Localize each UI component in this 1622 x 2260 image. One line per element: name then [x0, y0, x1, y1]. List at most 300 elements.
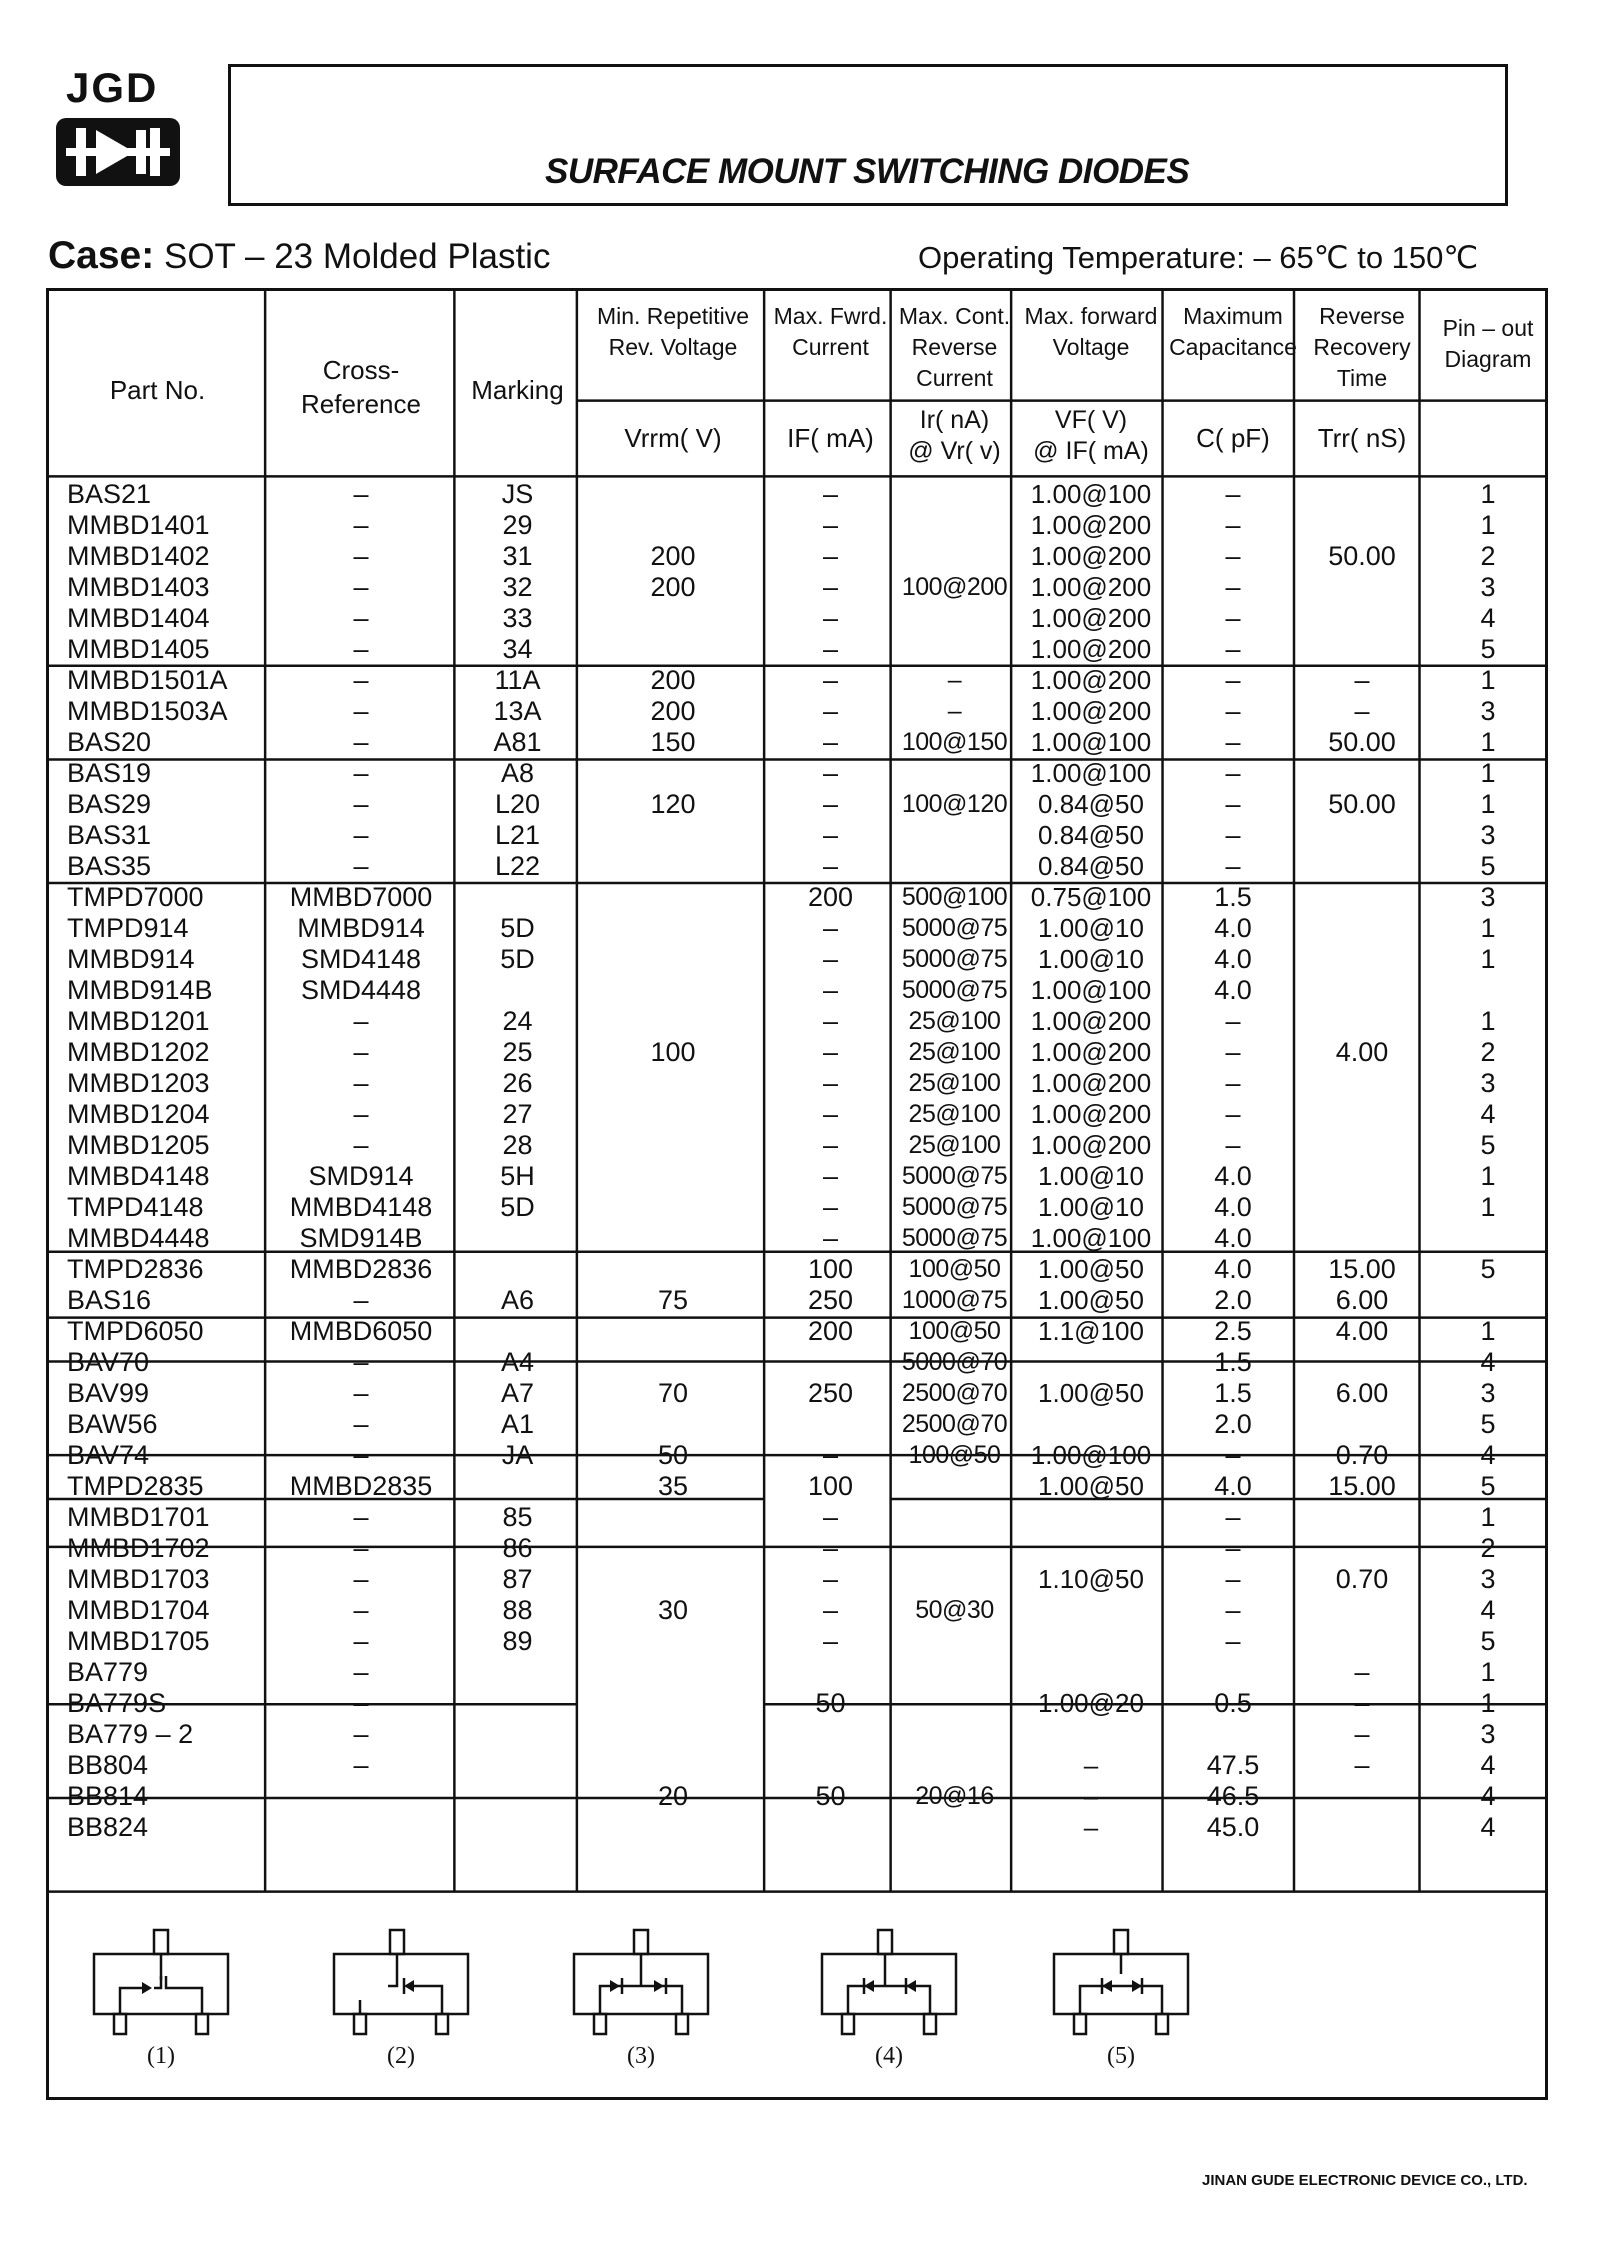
if-cell [767, 1719, 894, 1750]
marking-cell: A1 [500, 1409, 535, 1439]
if-cell: – [822, 696, 839, 726]
ir-cell: 5000@75 [901, 1162, 1008, 1190]
trr-cell: – [1354, 1688, 1370, 1718]
marking-cell: 85 [502, 1502, 533, 1532]
company-logo-icon [52, 114, 184, 190]
pinout-cell: 2 [1480, 541, 1496, 571]
header-max-fwd-v-line-1: Max. forward [1024, 303, 1158, 329]
vf-cell: 1.10@50 [1038, 1564, 1144, 1594]
marking-cell: A81 [493, 727, 542, 757]
pinout-cell [1425, 975, 1551, 1006]
part-no-cell: BAS35 [67, 851, 152, 881]
ir-cell [894, 1533, 1015, 1564]
capacitance-cell [1167, 1657, 1299, 1688]
vrrm-cell [579, 913, 767, 944]
vf-cell: 1.00@100 [1030, 727, 1152, 757]
vrrm-cell [579, 1564, 767, 1595]
cross-reference-cell: MMBD7000 [289, 882, 433, 912]
vrrm-cell [579, 1006, 767, 1037]
marking-cell: 5H [500, 1161, 535, 1191]
marking-cell: 34 [502, 634, 533, 664]
ir-cell: 50@30 [915, 1596, 994, 1624]
trr-cell [1299, 1533, 1425, 1564]
header-max-cap-line-1: Maximum [1183, 303, 1283, 329]
cross-reference-cell: MMBD4148 [289, 1192, 433, 1222]
ir-cell: – [947, 697, 962, 725]
cross-reference-cell: – [353, 1626, 369, 1656]
marking-cell: L21 [494, 820, 541, 850]
pinout-cell: 1 [1480, 510, 1496, 540]
cross-reference-cell: MMBD6050 [289, 1316, 433, 1346]
ir-cell: 25@100 [908, 1131, 1001, 1159]
header-max-fwrd-current [767, 301, 894, 363]
pinout-cell: 3 [1480, 882, 1496, 912]
vrrm-cell [579, 510, 767, 541]
marking-cell [456, 1223, 579, 1254]
part-no-cell: MMBD1703 [67, 1564, 210, 1594]
trr-cell: 6.00 [1335, 1378, 1389, 1408]
marking-cell: L20 [494, 789, 541, 819]
pinout-cell: 5 [1480, 634, 1496, 664]
pinout-cell: 1 [1480, 1316, 1496, 1346]
column-ir [894, 479, 1015, 1843]
vrrm-cell: 35 [657, 1471, 689, 1501]
cross-reference-cell: – [353, 1533, 369, 1563]
vrrm-cell: 50 [657, 1440, 689, 1470]
if-cell: – [822, 913, 839, 943]
if-cell: – [822, 1533, 839, 1563]
vf-cell: 1.00@200 [1030, 1006, 1152, 1036]
marking-cell: JS [501, 479, 534, 509]
marking-cell: 5D [500, 1192, 535, 1222]
vrrm-cell: 150 [650, 727, 696, 757]
pinout-cell: 1 [1480, 1161, 1496, 1191]
vrrm-cell [579, 1409, 767, 1440]
pinout-cell: 1 [1480, 479, 1496, 509]
pinout-cell: 3 [1480, 696, 1496, 726]
vrrm-cell [579, 1347, 767, 1378]
marking-cell: 5D [500, 944, 535, 974]
trr-cell [1299, 572, 1425, 603]
column-vrrm [579, 479, 767, 1843]
capacitance-cell: – [1225, 696, 1241, 726]
part-no-cell: BAS16 [67, 1285, 152, 1315]
ir-cell: 5000@75 [901, 914, 1008, 942]
cross-reference-cell: – [353, 1688, 369, 1718]
unit-vf-line-2: @ IF( mA) [1033, 437, 1149, 465]
unit-if: IF( mA) [787, 423, 874, 453]
header-pinout-line-1: Pin – out [1442, 315, 1534, 341]
vrrm-cell: 200 [650, 572, 696, 602]
capacitance-cell: 2.5 [1214, 1316, 1252, 1346]
ir-cell: 5000@75 [901, 945, 1008, 973]
vf-cell: 0.84@50 [1038, 789, 1144, 819]
marking-cell [456, 1719, 579, 1750]
capacitance-cell: – [1225, 665, 1241, 695]
ir-cell [894, 1812, 1015, 1843]
ir-cell: 100@50 [908, 1255, 1001, 1283]
vf-cell [1015, 1626, 1167, 1657]
trr-cell: 50.00 [1328, 541, 1396, 571]
capacitance-cell: – [1225, 572, 1241, 602]
vf-cell: 1.00@200 [1030, 572, 1152, 602]
marking-cell: A4 [500, 1347, 535, 1377]
marking-cell: 27 [502, 1099, 533, 1129]
if-cell: 100 [807, 1254, 854, 1284]
pinout-cell: 4 [1480, 1440, 1496, 1470]
vf-cell: 0.84@50 [1038, 820, 1144, 850]
pinout-cell: 1 [1480, 913, 1496, 943]
marking-cell [456, 1750, 579, 1781]
cross-reference-cell: MMBD914 [297, 913, 425, 943]
part-no-cell: TMPD2836 [67, 1254, 204, 1284]
header-pinout-line-2: Diagram [1444, 346, 1532, 372]
trr-cell: 0.70 [1335, 1440, 1389, 1470]
if-cell: – [822, 851, 839, 881]
cross-reference-cell: – [353, 758, 369, 788]
marking-cell: A6 [500, 1285, 535, 1315]
vrrm-cell [579, 1068, 767, 1099]
trr-cell: – [1354, 696, 1370, 726]
ir-cell: 25@100 [908, 1100, 1001, 1128]
column-trr [1299, 479, 1425, 1843]
cross-reference-cell: – [353, 1006, 369, 1036]
cross-reference-cell: SMD4148 [300, 944, 422, 974]
vf-cell: 1.00@200 [1030, 1068, 1152, 1098]
vrrm-cell [579, 634, 767, 665]
marking-cell: JA [501, 1440, 534, 1470]
trr-cell [1299, 1192, 1425, 1223]
trr-cell [1299, 1502, 1425, 1533]
trr-cell [1299, 882, 1425, 913]
pinout-cell: 5 [1480, 1626, 1496, 1656]
cross-reference-cell: – [353, 1564, 369, 1594]
vrrm-cell [579, 975, 767, 1006]
ir-cell: 100@200 [901, 573, 1008, 601]
pinout-cell: 2 [1480, 1533, 1496, 1563]
part-no-cell: TMPD914 [67, 913, 189, 943]
pinout-cell: 1 [1480, 789, 1496, 819]
vf-cell: 1.00@100 [1030, 758, 1152, 788]
unit-vf-line-1: VF( V) [1054, 406, 1128, 434]
trr-cell: – [1354, 1750, 1370, 1780]
header-marking: Marking [471, 375, 564, 405]
header-min-rep-rev-voltage [579, 301, 767, 363]
vf-cell [1015, 1719, 1167, 1750]
part-no-cell: BB824 [67, 1812, 149, 1842]
ir-cell [894, 851, 1015, 882]
ir-cell: 2500@70 [901, 1410, 1008, 1438]
vf-cell [1015, 1502, 1167, 1533]
trr-cell [1299, 1223, 1425, 1254]
case-label: Case [48, 234, 142, 277]
capacitance-cell: – [1225, 634, 1241, 664]
pinout-cell: 4 [1480, 1812, 1496, 1842]
if-cell: – [822, 789, 839, 819]
header-maximum-capacitance [1167, 301, 1299, 363]
part-no-cell: TMPD6050 [67, 1316, 204, 1346]
capacitance-cell: – [1225, 820, 1241, 850]
part-no-cell: MMBD1501A [67, 665, 228, 695]
header-cross-reference [266, 353, 456, 421]
header-max-cont-line-3: Current [916, 365, 993, 391]
marking-cell: A8 [500, 758, 535, 788]
if-cell: – [822, 1502, 839, 1532]
header-min-rep-line-1: Min. Repetitive [596, 303, 750, 329]
header-max-forward-voltage [1015, 301, 1167, 363]
part-no-cell: MMBD1402 [67, 541, 210, 571]
marking-cell: 24 [502, 1006, 533, 1036]
trr-cell [1299, 975, 1425, 1006]
ir-cell [894, 1626, 1015, 1657]
vrrm-cell: 75 [657, 1285, 689, 1315]
trr-cell [1299, 913, 1425, 944]
header-pinout-diagram [1425, 313, 1551, 375]
capacitance-cell: 2.0 [1214, 1285, 1252, 1315]
trr-cell [1299, 944, 1425, 975]
cross-reference-cell: SMD4448 [300, 975, 422, 1005]
vrrm-cell: 200 [650, 665, 696, 695]
if-cell [767, 1657, 894, 1688]
vf-cell: 1.00@10 [1038, 913, 1144, 943]
unit-c: C( pF) [1196, 423, 1270, 453]
header-max-cap-line-2: Capacitance [1169, 334, 1297, 360]
vf-cell: 1.00@50 [1038, 1285, 1144, 1315]
marking-cell: 88 [502, 1595, 533, 1625]
trr-cell [1299, 820, 1425, 851]
ir-cell: 20@16 [915, 1782, 994, 1810]
header-trr-line-1: Reverse [1319, 303, 1405, 329]
if-cell: 50 [815, 1781, 846, 1811]
if-cell: 100 [807, 1471, 854, 1501]
part-no-cell: MMBD1401 [67, 510, 210, 540]
pinout-cell [1425, 1285, 1551, 1316]
if-cell: – [822, 634, 839, 664]
trr-cell: – [1354, 1781, 1370, 1811]
if-cell: – [822, 820, 839, 850]
vrrm-cell [579, 603, 767, 634]
pinout-cell: 4 [1480, 1347, 1496, 1377]
cross-reference-cell: – [353, 727, 369, 757]
cross-reference-cell: – [353, 479, 369, 509]
trr-cell [1299, 603, 1425, 634]
if-cell: – [822, 1130, 839, 1160]
part-no-cell: BAS19 [67, 758, 152, 788]
if-cell: – [822, 1564, 839, 1594]
vf-cell [1015, 1533, 1167, 1564]
vf-cell: 1.00@50 [1038, 1254, 1144, 1284]
marking-cell [456, 1688, 579, 1719]
pinout-cell: 5 [1480, 1254, 1496, 1284]
trr-cell: 50.00 [1328, 789, 1396, 819]
capacitance-cell: – [1225, 479, 1241, 509]
pinout-cell: 1 [1480, 1657, 1496, 1687]
if-cell: – [822, 479, 839, 509]
part-no-cell: MMBD1702 [67, 1533, 210, 1563]
marking-cell: 11A [494, 665, 541, 695]
vrrm-cell [579, 1130, 767, 1161]
capacitance-cell: 4.0 [1214, 975, 1252, 1005]
vrrm-cell [579, 851, 767, 882]
vf-cell: 1.00@200 [1030, 541, 1152, 571]
vf-cell: 1.00@100 [1030, 1440, 1152, 1470]
vrrm-cell [579, 479, 767, 510]
marking-cell: 87 [502, 1564, 533, 1594]
cross-reference-cell: – [353, 510, 369, 540]
vrrm-cell [579, 1812, 767, 1843]
vrrm-cell [579, 1626, 767, 1657]
part-no-cell: TMPD7000 [67, 882, 204, 912]
cross-reference-cell: – [353, 1595, 369, 1625]
capacitance-cell: – [1225, 1006, 1241, 1036]
pinout-cell: 1 [1480, 1006, 1496, 1036]
trr-cell [1299, 1595, 1425, 1626]
vf-cell [1015, 1409, 1167, 1440]
pinout-cell: 3 [1480, 1068, 1496, 1098]
part-no-cell: MMBD4148 [67, 1161, 210, 1191]
vrrm-cell [579, 1316, 767, 1347]
ir-cell: 1000@75 [901, 1286, 1008, 1314]
if-cell: – [822, 944, 839, 974]
cross-reference-cell: – [353, 851, 369, 881]
cross-reference-cell: – [353, 1781, 369, 1811]
ir-cell: 25@100 [908, 1007, 1001, 1035]
vf-cell: 1.00@100 [1030, 1223, 1152, 1253]
ir-cell [894, 758, 1015, 789]
capacitance-cell: – [1225, 1130, 1241, 1160]
trr-cell [1299, 1347, 1425, 1378]
header-max-fwrd-line-2: Current [792, 334, 869, 360]
capacitance-cell: – [1225, 1595, 1241, 1625]
vrrm-cell [579, 758, 767, 789]
unit-ir-line-2: @ Vr( v) [908, 437, 1001, 465]
cross-reference-cell: – [353, 1750, 369, 1780]
cross-reference-cell [266, 1812, 456, 1843]
capacitance-cell: – [1225, 1564, 1241, 1594]
ir-cell: 100@120 [901, 790, 1008, 818]
trr-cell: 50.00 [1328, 727, 1396, 757]
trr-cell [1299, 1161, 1425, 1192]
vf-cell: 1.00@10 [1038, 944, 1144, 974]
if-cell: – [822, 1006, 839, 1036]
header-max-cont-line-2: Reverse [911, 334, 998, 360]
trr-cell: 4.00 [1335, 1316, 1389, 1346]
capacitance-cell: 4.0 [1214, 1223, 1252, 1253]
cross-reference-cell: – [353, 1502, 369, 1532]
cross-reference-cell: – [353, 1347, 369, 1377]
marking-cell [456, 1657, 579, 1688]
ir-cell: 100@50 [908, 1317, 1001, 1345]
header-max-cont-line-1: Max. Cont. [898, 303, 1011, 329]
capacitance-cell: 4.0 [1214, 913, 1252, 943]
diode-spec-table [46, 288, 1548, 2100]
header-max-cont-reverse-current [894, 301, 1015, 394]
ir-cell [894, 1719, 1015, 1750]
if-cell: – [822, 758, 839, 788]
part-no-cell: BB804 [67, 1750, 149, 1780]
document-title: SURFACE MOUNT SWITCHING DIODES [545, 152, 1190, 191]
pinout-cell: 3 [1480, 820, 1496, 850]
column-part-no [67, 479, 266, 1843]
cross-reference-cell: – [353, 572, 369, 602]
cross-reference-cell: – [353, 1657, 369, 1687]
if-cell [767, 1812, 894, 1843]
marking-cell [456, 1316, 579, 1347]
cross-reference-cell: – [353, 1068, 369, 1098]
cross-reference-cell: – [353, 665, 369, 695]
capacitance-cell: 1.5 [1214, 882, 1252, 912]
ir-cell: 500@100 [901, 883, 1008, 911]
part-no-cell: MMBD1404 [67, 603, 210, 633]
capacitance-cell: 4.0 [1214, 944, 1252, 974]
trr-cell: 0.70 [1335, 1564, 1389, 1594]
cross-reference-cell: – [353, 541, 369, 571]
vrrm-cell [579, 820, 767, 851]
marking-cell: 26 [502, 1068, 533, 1098]
cross-reference-cell: – [353, 1037, 369, 1067]
ir-cell [894, 1564, 1015, 1595]
ir-cell: 5000@75 [901, 976, 1008, 1004]
if-cell: – [822, 1440, 839, 1470]
trr-cell [1299, 1099, 1425, 1130]
cross-reference-cell: – [353, 1440, 369, 1470]
company-logo-text: JGD [66, 64, 159, 111]
pinout-cell: 1 [1480, 1688, 1496, 1718]
operating-temperature: Operating Temperature: – 65℃ to 150℃ [918, 240, 1479, 275]
trr-cell [1299, 758, 1425, 789]
marking-cell [456, 1812, 579, 1843]
part-no-cell: BAW56 [67, 1409, 158, 1439]
capacitance-cell: – [1225, 727, 1241, 757]
vrrm-cell [579, 1192, 767, 1223]
part-no-cell: MMBD1205 [67, 1130, 210, 1160]
pinout-cell: 5 [1480, 851, 1496, 881]
part-no-cell: TMPD4148 [67, 1192, 204, 1222]
capacitance-cell: – [1225, 1037, 1241, 1067]
header-cross-reference-line-1: Cross- [322, 355, 400, 385]
if-cell: – [822, 510, 839, 540]
header-max-fwrd-line-1: Max. Fwrd. [773, 303, 888, 329]
column-capacitance [1167, 479, 1299, 1843]
vf-cell: 1.00@100 [1030, 479, 1152, 509]
pinout-cell: 1 [1480, 1502, 1496, 1532]
part-no-cell: BAV70 [67, 1347, 150, 1377]
if-cell: 50 [815, 1688, 846, 1718]
marking-cell: A7 [500, 1378, 535, 1408]
trr-cell [1299, 1068, 1425, 1099]
trr-cell: 6.00 [1335, 1285, 1389, 1315]
if-cell: 200 [807, 882, 854, 912]
marking-cell: 89 [502, 1626, 533, 1656]
if-cell: – [822, 603, 839, 633]
ir-cell [894, 634, 1015, 665]
trr-cell [1299, 634, 1425, 665]
pinout-cell: 3 [1480, 1378, 1496, 1408]
marking-cell: 31 [502, 541, 533, 571]
pinout-cell: 1 [1480, 665, 1496, 695]
capacitance-cell: 4.0 [1214, 1192, 1252, 1222]
if-cell: – [822, 572, 839, 602]
cross-reference-cell: – [353, 1285, 369, 1315]
pinout-diagram-4-label: (4) [875, 2043, 903, 2069]
part-no-cell: MMBD1203 [67, 1068, 210, 1098]
vrrm-cell [579, 1161, 767, 1192]
if-cell: – [822, 1626, 839, 1656]
capacitance-cell: 4.0 [1214, 1254, 1252, 1284]
if-cell [767, 1347, 894, 1378]
vrrm-cell: 200 [650, 696, 696, 726]
vrrm-cell [579, 1750, 767, 1781]
